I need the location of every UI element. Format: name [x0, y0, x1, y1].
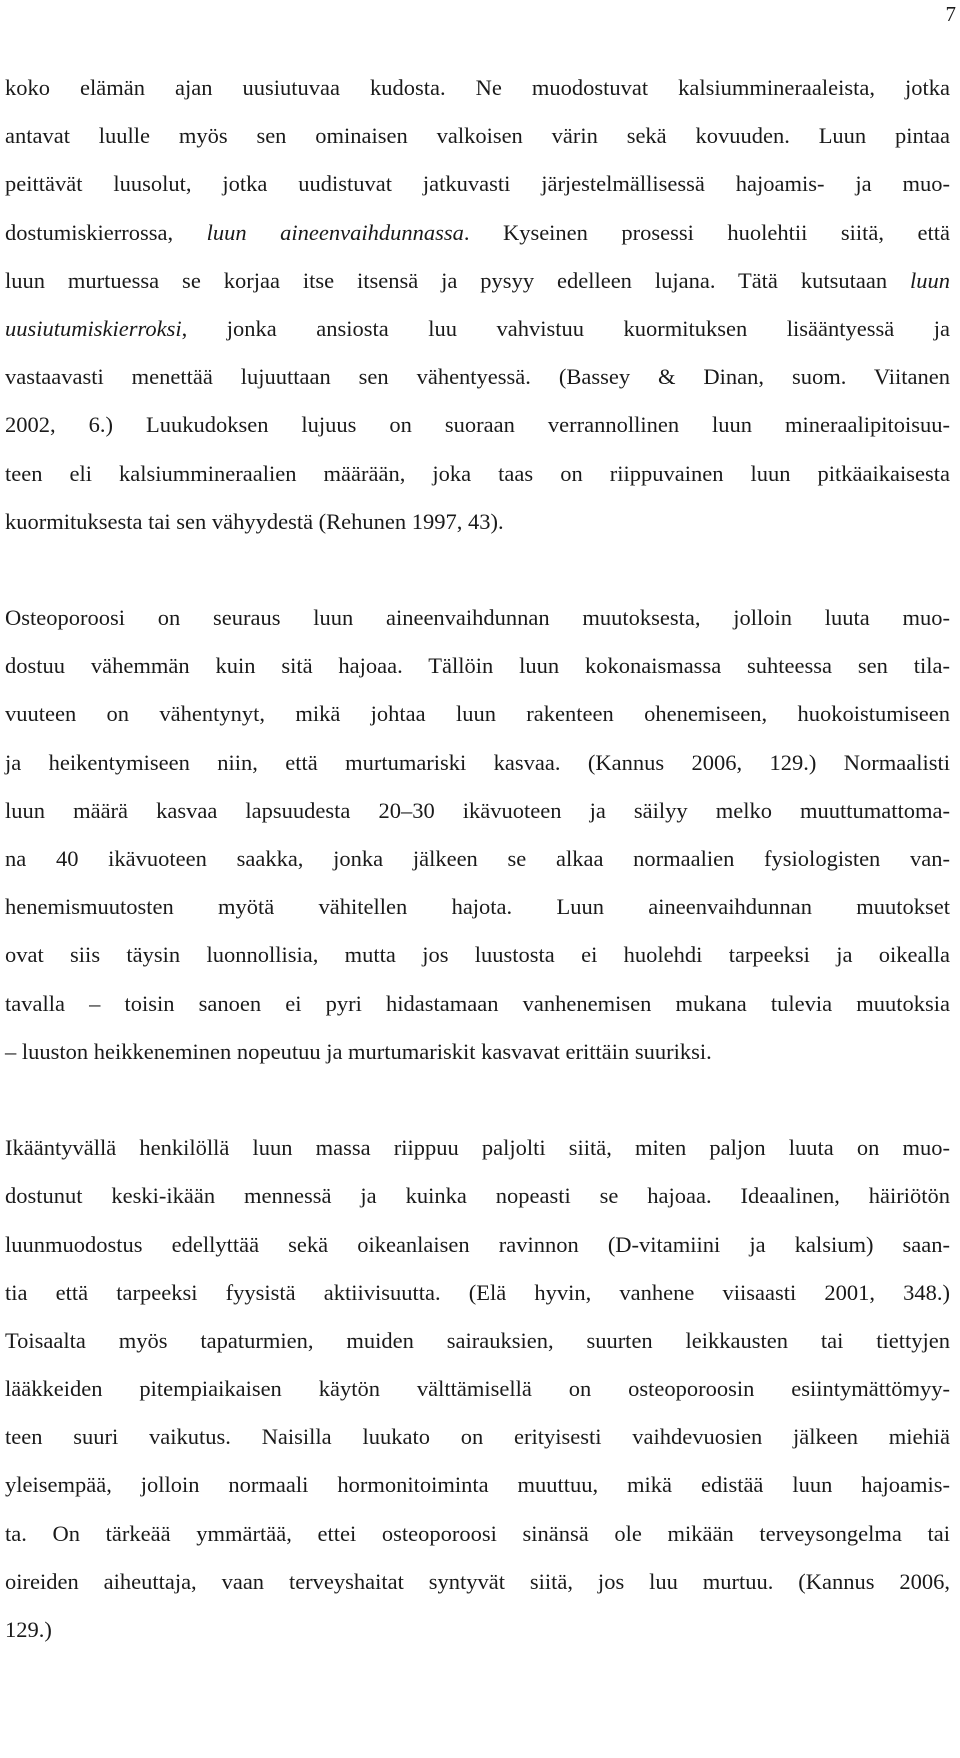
paragraph: [5, 594, 950, 1076]
text-segment: – luuston heikkeneminen nopeutuu ja murtumariskit kasvavat erittäin suuriksi.: [5, 1038, 712, 1064]
italic-term: luun: [909, 267, 950, 293]
text-line: [5, 1269, 950, 1317]
text-segment: dostunut keski-ikään mennessä ja kuinka nopeasti se hajoaa. Ideaalinen, häiriötön: [5, 1183, 950, 1209]
text-line: [5, 690, 950, 738]
text-line: [5, 450, 950, 498]
text-line: [5, 1413, 950, 1461]
text-segment: Osteoporoosi on seuraus luun aineenvaihdunnan muutoksesta, jolloin luuta muo-: [5, 605, 950, 631]
text-line: [5, 594, 950, 642]
italic-term: uusiutumiskierroksi: [5, 315, 182, 341]
text-line: [5, 642, 950, 690]
text-segment: yleisempää, jolloin normaali hormonitoiminta muuttuu, mikä edistää luun hajoamis-: [5, 1472, 950, 1498]
text-line: [5, 401, 950, 449]
text-segment: oireiden aiheuttaja, vaan terveyshaitat syntyvät siitä, jos luu murtuu. (Kannus 2006,: [5, 1568, 950, 1594]
text-line: [5, 787, 950, 835]
text-line: [5, 1606, 950, 1654]
document-body: [5, 64, 950, 1654]
text-line: [5, 1461, 950, 1509]
paragraph-gap: [5, 1076, 950, 1124]
text-line: [5, 835, 950, 883]
page-number: 7: [945, 2, 956, 26]
text-segment: ovat siis täysin luonnollisia, mutta jos luustosta ei huolehdi tarpeeksi ja oikealla: [5, 942, 950, 968]
text-segment: antavat luulle myös sen ominaisen valkoisen värin sekä kovuuden. Luun pintaa: [5, 123, 950, 149]
text-segment: dostumiskierrossa,: [5, 219, 207, 245]
text-line: [5, 1558, 950, 1606]
text-segment: henemismuutosten myötä vähitellen hajota. Luun aineenvaihdunnan muutokset: [5, 894, 950, 920]
text-line: [5, 1028, 950, 1076]
italic-term: luun aineenvaihdunnassa: [206, 219, 464, 245]
text-line: [5, 112, 950, 160]
text-line: [5, 739, 950, 787]
text-segment: . Kyseinen prosessi huolehtii siitä, että: [463, 219, 950, 245]
text-segment: Toisaalta myös tapaturmien, muiden sairauksien, suurten leikkausten tai tiettyjen: [5, 1327, 950, 1353]
text-segment: kuormituksesta tai sen vähyydestä (Rehunen 1997, 43).: [5, 508, 504, 534]
text-segment: luun määrä kasvaa lapsuudesta 20–30 ikävuoteen ja säilyy melko muuttumattoma-: [5, 797, 950, 823]
text-segment: , jonka ansiosta luu vahvistuu kuormituksen lisääntyessä ja: [181, 315, 950, 341]
text-segment: vastaavasti menettää lujuuttaan sen vähentyessä. (Bassey & Dinan, suom. Viitanen: [5, 364, 950, 390]
text-line: [5, 1172, 950, 1220]
paragraph: [5, 1124, 950, 1654]
text-segment: Ikääntyvällä henkilöllä luun massa riippuu paljolti siitä, miten paljon luuta on muo-: [5, 1135, 950, 1161]
text-line: [5, 353, 950, 401]
text-segment: teen suuri vaikutus. Naisilla luukato on erityisesti vaihdevuosien jälkeen miehiä: [5, 1424, 950, 1450]
text-segment: vuuteen on vähentynyt, mikä johtaa luun rakenteen ohenemiseen, huokoistumiseen: [5, 701, 950, 727]
text-line: [5, 883, 950, 931]
text-segment: ta. On tärkeää ymmärtää, ettei osteoporoosi sinänsä ole mikään terveysongelma tai: [5, 1520, 950, 1546]
text-line: [5, 498, 950, 546]
paragraph: [5, 64, 950, 546]
text-segment: tia että tarpeeksi fyysistä aktiivisuutta. (Elä hyvin, vanhene viisaasti 2001, 348.): [5, 1279, 950, 1305]
text-line: [5, 980, 950, 1028]
text-segment: koko elämän ajan uusiutuvaa kudosta. Ne muodostuvat kalsiummineraaleista, jotka: [5, 75, 950, 100]
text-segment: 129.): [5, 1617, 52, 1642]
text-line: [5, 1221, 950, 1269]
text-segment: 2002, 6.) Luukudoksen lujuus on suoraan verrannollinen luun mineraalipitoisuu-: [5, 412, 950, 438]
text-segment: luunmuodostus edellyttää sekä oikeanlaisen ravinnon (D-vitamiini ja kalsium) saan-: [5, 1231, 950, 1257]
text-line: [5, 64, 950, 112]
text-line: [5, 160, 950, 208]
text-line: [5, 1124, 950, 1172]
text-line: [5, 1365, 950, 1413]
text-segment: lääkkeiden pitempiaikaisen käytön välttämisellä on osteoporoosin esiintymättömyy-: [5, 1376, 950, 1402]
text-line: [5, 209, 950, 257]
text-line: [5, 1317, 950, 1365]
text-segment: dostuu vähemmän kuin sitä hajoaa. Tällöin luun kokonaismassa suhteessa sen tila-: [5, 653, 950, 679]
text-line: [5, 257, 950, 305]
text-segment: ja heikentymiseen niin, että murtumariski kasvaa. (Kannus 2006, 129.) Normaalisti: [5, 749, 950, 775]
text-line: [5, 931, 950, 979]
text-line: [5, 1510, 950, 1558]
text-segment: teen eli kalsiummineraalien määrään, joka taas on riippuvainen luun pitkäaikaisesta: [5, 460, 950, 486]
paragraph-gap: [5, 546, 950, 594]
text-segment: peittävät luusolut, jotka uudistuvat jatkuvasti järjestelmällisessä hajoamis- ja muo-: [5, 171, 950, 197]
text-segment: luun murtuessa se korjaa itse itsensä ja pysyy edelleen lujana. Tätä kutsutaan: [5, 267, 910, 293]
text-segment: na 40 ikävuoteen saakka, jonka jälkeen se alkaa normaalien fysiologisten van-: [5, 846, 950, 871]
text-segment: tavalla – toisin sanoen ei pyri hidastamaan vanhenemisen mukana tulevia muutoksia: [5, 990, 950, 1016]
text-line: [5, 305, 950, 353]
